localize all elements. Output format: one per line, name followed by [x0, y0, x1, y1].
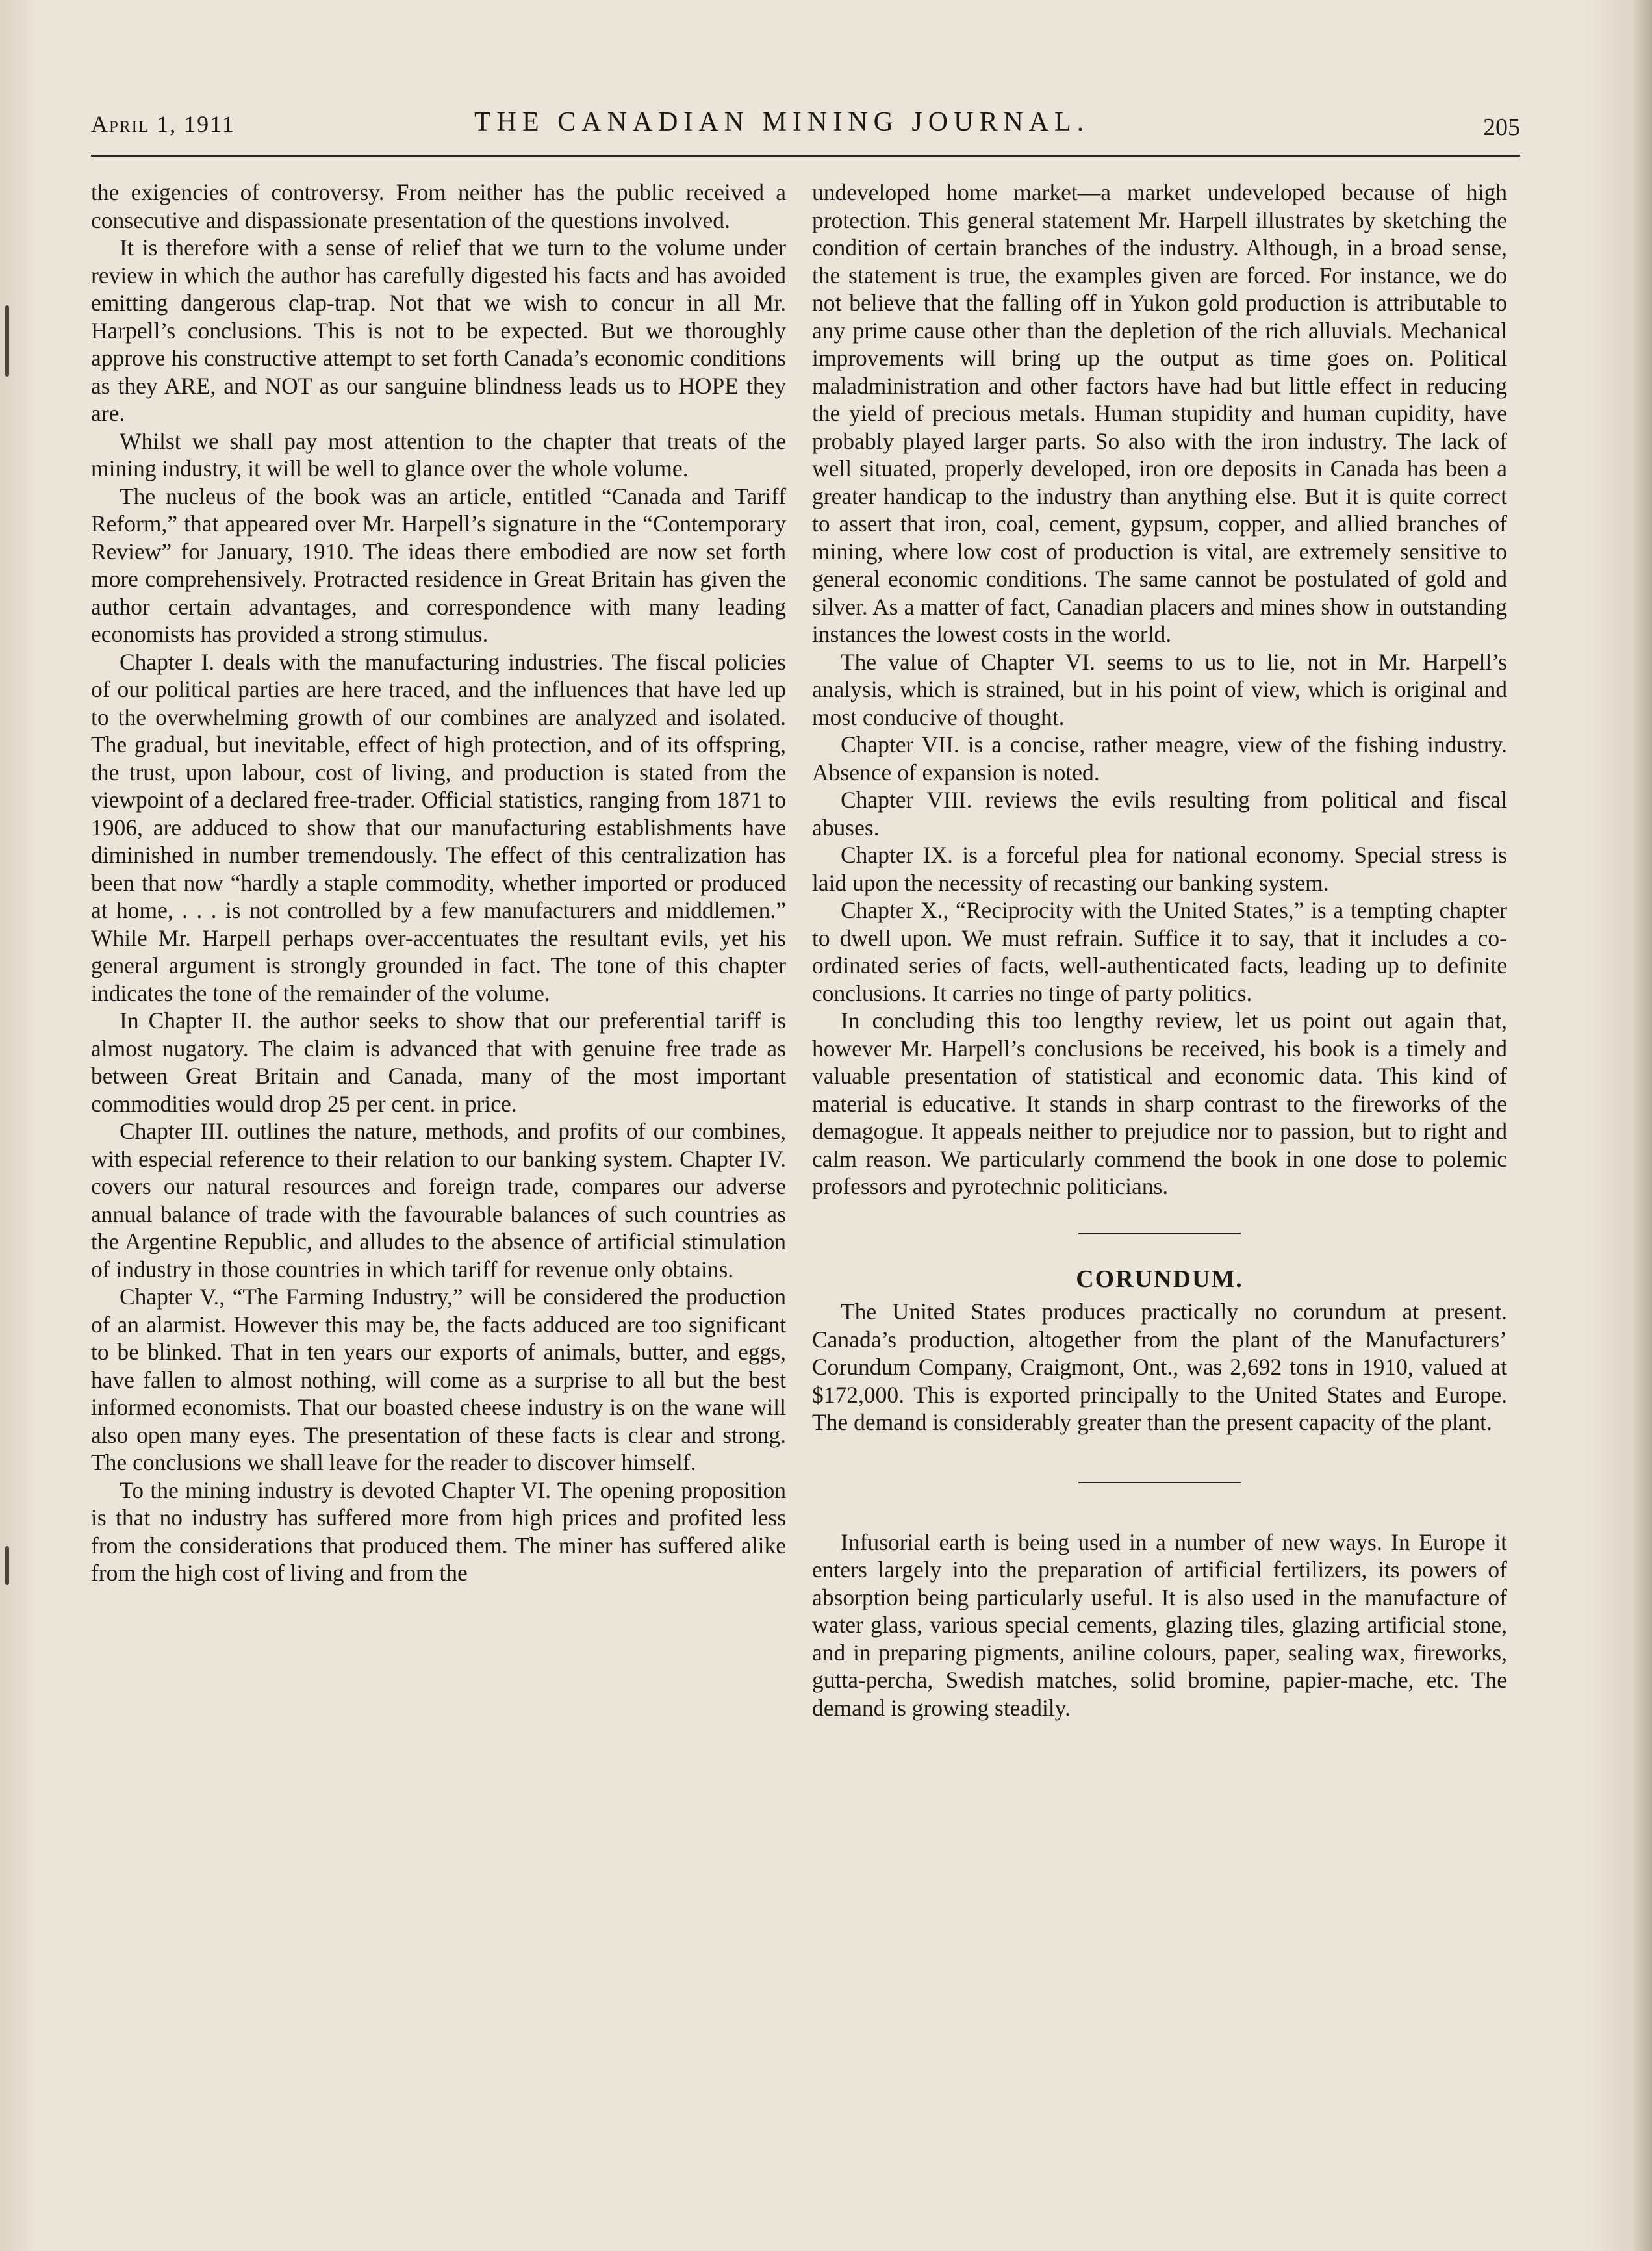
paragraph: To the mining industry is devoted Chapter VI. The opening proposition is that no industry has suffered more from high prices and profited less from the considerations that produced them. The miner has suffered alike from the high cost of living and from the [91, 1477, 786, 1586]
header-rule [91, 155, 1520, 157]
paragraph: Whilst we shall pay most attention to the chapter that treats of the mining industry, it will be well to glance over the whole volume. [91, 427, 786, 481]
paragraph: In concluding this too lengthy review, let us point out again that, however Mr. Harpell’s conclusions be received, his book is a timely and valuable presentation of statistical and economic data. This kind of material is educative. It stands in sharp contrast to the fireworks of the demagogue. It appeals neither to prejudice nor to passion, but to right and calm reason. We particularly commend the book in one dose to polemic professors and pyrotechnic politicians. [812, 1008, 1507, 1199]
paragraph: Chapter I. deals with the manufacturing industries. The fiscal policies of our political parties are here traced, and the influences that have led up to the overwhelming growth of our combines are analyzed and isolated. The gradual, but inevitable, effect of high protection, and of its offspring, the trust, upon labour, cost of living, and production is stated from the viewpoint of a declared free-trader. Official statistics, ranging from 1871 to 1906, are adduced to show that our manufacturing establishments have diminished in number tremendously. The effect of this centralization has been that now “hardly a staple commodity, whether imported or produced at home, . . . is not controlled by a few manufacturers and middlemen.” While Mr. Harpell perhaps over-accentuates the resultant evils, yet his general argument is strongly grounded in fact. The tone of this chapter indicates the tone of the remainder of the volume. [91, 648, 786, 1006]
paragraph: Chapter X., “Reciprocity with the United States,” is a tempting chapter to dwell upon. We must refrain. Suffice it to say, that it includes a co-ordinated series of facts, well-authenticated facts, leading up to definite conclusions. It carries no tinge of party politics. [812, 897, 1507, 1006]
paragraph: Chapter III. outlines the nature, methods, and profits of our combines, with especial reference to their relation to our banking system. Chapter IV. covers our natural resources and foreign trade, compares our adverse annual balance of trade with the favourable balances of such countries as the Argentine Republic, and alludes to the absence of artificial stimulation of industry in those countries in which tariff for revenue only obtains. [91, 1118, 786, 1282]
corundum-heading: CORUNDUM. [1076, 1265, 1243, 1293]
left-column [91, 179, 786, 1587]
right-column [812, 179, 1507, 1722]
margin-mark [5, 1546, 9, 1585]
paragraph: Chapter VIII. reviews the evils resulting from political and fiscal abuses. [812, 787, 1507, 841]
infusorial-paragraph: Infusorial earth is being used in a number of new ways. In Europe it enters largely into the preparation of artificial fertilizers, its powers of absorption being particularly useful. It is also used in the manufacture of water glass, various special cements, glazing tiles, glazing artificial stone, and in preparing pigments, aniline colours, paper, sealing wax, fireworks, gutta-percha, Swedish matches, solid bromine, papier-mache, etc. The demand is growing steadily. [812, 1529, 1507, 1721]
paragraph: It is therefore with a sense of relief that we turn to the volume under review in which the author has carefully digested his facts and has avoided emitting dangerous clap-trap. Not that we wish to concur in all Mr. Harpell’s conclusions. This is not to be expected. But we thoroughly approve his constructive attempt to set forth Canada’s economic conditions as they ARE, and NOT as our sanguine blindness leads us to HOPE they are. [91, 235, 786, 426]
corundum-paragraph: The United States produces practically no corundum at present. Canada’s production, altogether from the plant of the Manufacturers’ Corundum Company, Craigmont, Ont., was 2,692 tons in 1910, valued at $172,000. This is exported principally to the United States and Europe. The demand is considerably greater than the present capacity of the plant. [812, 1299, 1507, 1435]
paragraph: the exigencies of controversy. From neither has the public received a consecutive and dispassionate presentation of the questions involved. [91, 179, 786, 233]
section-divider [1078, 1233, 1241, 1234]
page-number: 205 [1483, 114, 1520, 141]
paragraph: undeveloped home market—a market undeveloped because of high protection. This general statement Mr. Harpell illustrates by sketching the condition of certain branches of the industry. Although, in a broad sense, the statement is true, the examples given are forced. For instance, we do not believe that the falling off in Yukon gold production is attributable to any prime cause other than the depletion of the rich alluvials. Mechanical improvements will bring up the output as time goes on. Political maladministration and other factors have had but little effect in reducing the yield of precious metals. Human stupidity and human cupidity, have probably played larger parts. So also with the iron industry. The lack of well situated, properly developed, iron ore deposits in Canada has been a greater handicap to the industry than anything else. But it is quite correct to assert that iron, coal, cement, gypsum, copper, and allied branches of mining, where low cost of production is vital, are extremely sensitive to general economic conditions. The same cannot be postulated of gold and silver. As a matter of fact, Canadian placers and mines show in outstanding instances the lowest costs in the world. [812, 179, 1507, 647]
running-header [91, 104, 1520, 149]
paragraph: Chapter IX. is a forceful plea for national economy. Special stress is laid upon the necessity of recasting our banking system. [812, 842, 1507, 896]
paragraph: Chapter V., “The Farming Industry,” will be considered the production of an alarmist. However this may be, the facts adduced are too significant to be blinked. That in ten years our exports of animals, butter, and eggs, have fallen to almost nothing, will come as a surprise to all but the best informed economists. That our boasted cheese industry is on the wane will also open many eyes. The presentation of these facts is clear and strong. The conclusions we shall leave for the reader to discover himself. [91, 1284, 786, 1475]
paragraph: The nucleus of the book was an article, entitled “Canada and Tariff Reform,” that appeared over Mr. Harpell’s signature in the “Contemporary Review” for January, 1910. The ideas there embodied are now set forth more comprehensively. Protracted residence in Great Britain has given the author certain advantages, and correspondence with many leading economists has provided a strong stimulus. [91, 483, 786, 647]
paragraph: Chapter VII. is a concise, rather meagre, view of the fishing industry. Absence of expansion is noted. [812, 731, 1507, 785]
page-edge-shadow [1633, 0, 1652, 2251]
section-divider [1078, 1482, 1241, 1483]
issue-date: April 1, 1911 [91, 111, 235, 137]
journal-title: THE CANADIAN MINING JOURNAL. [474, 107, 1090, 137]
paragraph: In Chapter II. the author seeks to show that our preferential tariff is almost nugatory. The claim is advanced that with genuine free trade as between Great Britain and Canada, many of the most important commodities would drop 25 per cent. in price. [91, 1008, 786, 1117]
margin-mark [5, 305, 9, 377]
paragraph: The value of Chapter VI. seems to us to lie, not in Mr. Harpell’s analysis, which is strained, but in his point of view, which is original and most conducive of thought. [812, 648, 1507, 730]
